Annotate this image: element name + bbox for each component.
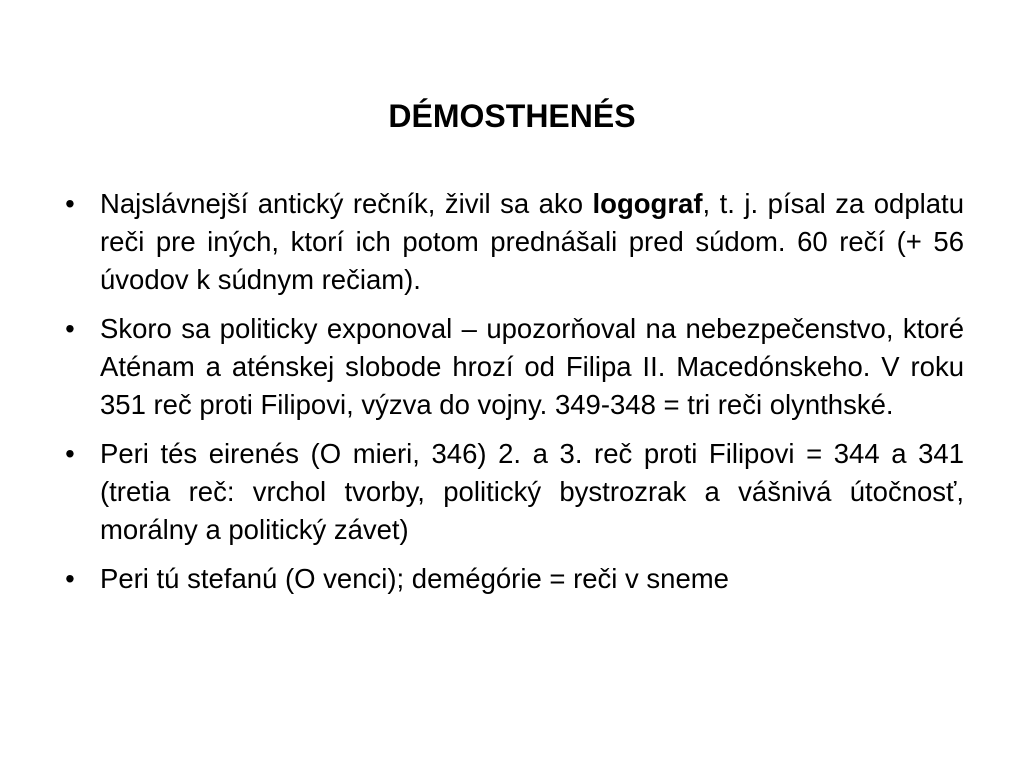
bullet-item-peri-eirenes [60, 435, 964, 549]
bullet-icon: • [65, 563, 75, 594]
bullet-item-politics [60, 310, 964, 424]
bullet-text-bold: logograf [592, 188, 703, 219]
bullet-text: Peri tés eirenés (O mieri, 346) 2. a 3. reč proti Filipovi = 344 a 341 (tretia reč: vrchol tvorby, politický bystrozrak a vášnivá útočnosť, morálny a politický závet) [100, 438, 964, 545]
bullet-icon: • [65, 188, 75, 219]
bullet-item-logograf [60, 185, 964, 299]
bullet-text-post: , t. j. písal za odplatu reči pre iných, ktorí ich potom prednášali pred súdom. 60 rečí (+ 56 úvodov k súdnym rečiam). [100, 188, 964, 295]
bullet-icon: • [65, 313, 75, 344]
bullet-text [100, 188, 964, 295]
bullet-list [60, 185, 964, 609]
bullet-item-peri-stefanu [60, 560, 964, 598]
bullet-icon: • [65, 438, 75, 469]
bullet-text: Peri tú stefanú (O venci); demégórie = reči v sneme [100, 563, 729, 594]
bullet-text: Skoro sa politicky exponoval – upozorňoval na nebezpečenstvo, ktoré Aténam a aténskej slobode hrozí od Filipa II. Macedónskeho. V roku 351 reč proti Filipovi, výzva do vojny. 349-348 = tri reči olynthské. [100, 313, 964, 420]
slide-title: DÉMOSTHENÉS [388, 98, 636, 134]
bullet-text-pre: Najslávnejší antický rečník, živil sa ako [100, 188, 593, 219]
